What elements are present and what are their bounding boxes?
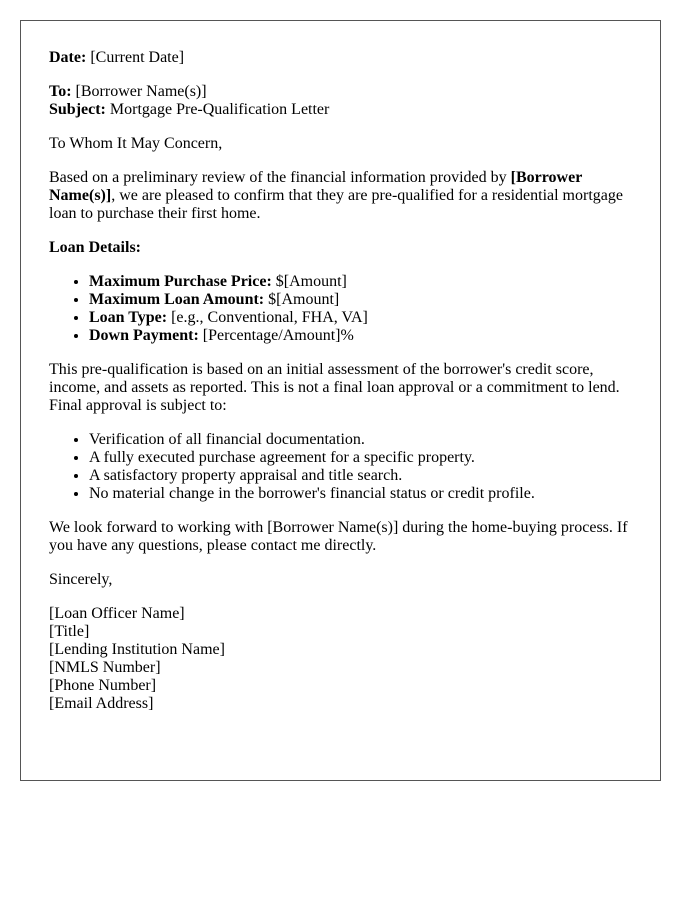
list-item: • A fully executed purchase agreement for a specific property. — [89, 449, 632, 467]
signature-block: [Loan Officer Name] [Title] [Lending Institution Name] [NMLS Number] [Phone Number] [Email Address] — [49, 605, 225, 712]
intro-paragraph: Based on a preliminary review of the financial information provided by [Borrower Name(s)], we are pleased to confirm that they are pre-qualified for a residential mortgage loan to purchase their first home. — [49, 169, 623, 222]
basis-paragraph: This pre-qualification is based on an initial assessment of the borrower's credit score, income, and assets as reported. This is not a final loan approval or a commitment to lend. Final approval is subject to: — [49, 361, 620, 414]
letter — [20, 20, 661, 781]
list-item: • No material change in the borrower's financial status or credit profile. — [89, 485, 632, 503]
list-item: • Maximum Purchase Price: $[Amount] — [89, 273, 632, 291]
list-item: • A satisfactory property appraisal and title search. — [89, 467, 632, 485]
list-item: • Maximum Loan Amount: $[Amount] — [89, 291, 632, 309]
recipient-block: To: [Borrower Name(s)] Subject: Mortgage Pre-Qualification Letter — [49, 83, 330, 118]
conditions-list — [49, 431, 632, 503]
salutation: To Whom It May Concern, — [49, 135, 223, 152]
loan-details-list — [49, 273, 632, 345]
closing-paragraph: We look forward to working with [Borrower Name(s)] during the home-buying process. If you have any questions, please contact me directly. — [49, 519, 628, 554]
signoff: Sincerely, — [49, 571, 113, 588]
date-line: Date: [Current Date] — [49, 49, 185, 66]
list-item: • Down Payment: [Percentage/Amount]% — [89, 327, 632, 345]
list-item: • Verification of all financial documentation. — [89, 431, 632, 449]
loan-details-heading: Loan Details: — [49, 239, 141, 256]
list-item: • Loan Type: [e.g., Conventional, FHA, VA] — [89, 309, 632, 327]
